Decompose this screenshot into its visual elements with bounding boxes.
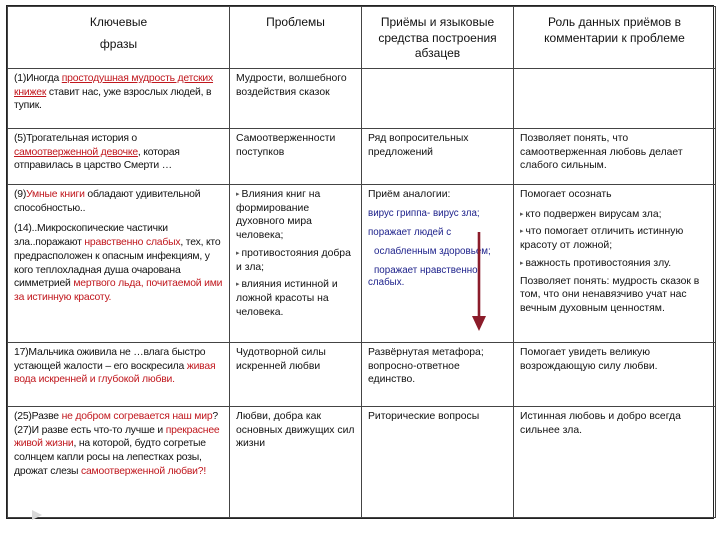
- phrase-highlight: мертвого льда, почитаемой ими за истинную красоту.: [14, 278, 223, 304]
- header-role: Роль данных приёмов в комментарии к проблеме: [514, 7, 716, 69]
- key-phrase-cell: [8, 69, 230, 129]
- phrase-text: , которая отправилась в царство Смерти …: [14, 146, 180, 172]
- role-title: Помогает осознать: [520, 189, 612, 200]
- phrase-text: (1)Иногда: [14, 73, 62, 84]
- header-key-phrases: [8, 7, 230, 69]
- role-bullet: ▸ кто подвержен вирусам зла;: [520, 208, 709, 222]
- phrase-paragraph: [14, 188, 223, 215]
- key-phrase-cell: [8, 129, 230, 185]
- analysis-table: [7, 6, 716, 518]
- phrase-paragraph: [14, 222, 223, 304]
- phrase-highlight: не добром согревается наш мир: [61, 411, 213, 422]
- document-sheet: [6, 5, 714, 519]
- phrase-highlight: прекраснее живой жизни: [14, 424, 220, 450]
- phrase-text: 17)Мальчика оживила не …влага быстро устающей жалости – его воскресила: [14, 347, 206, 372]
- problem-bullet: ▸ противостояния добра и зла;: [236, 247, 355, 274]
- phrase-text: (5)Трогательная история о: [14, 133, 138, 144]
- down-arrow-icon: [469, 232, 489, 332]
- analogy-line: поражает людей с: [368, 226, 452, 238]
- analogy-line: ослабленным здоровьем;: [374, 245, 491, 257]
- problem-cell: Самоотверженности поступков: [230, 129, 362, 185]
- phrase-highlight: живая вода искренней и глубокой любви.: [14, 360, 216, 386]
- role-bullet: ▸ что помогает отличить истинную красоту от ложной;: [520, 225, 709, 252]
- device-title: Приём аналогии:: [368, 189, 451, 200]
- device-cell: Риторические вопросы: [362, 407, 514, 518]
- key-phrase-cell: [8, 407, 230, 518]
- table-row: [8, 69, 716, 129]
- role-cell: [514, 185, 716, 343]
- header-key-phrases-line1: Ключевые: [89, 15, 148, 29]
- problem-cell: Любви, добра как основных движущих сил жизни: [230, 407, 362, 518]
- role-cell: [514, 69, 716, 129]
- phrase-text: (25)Разве: [14, 411, 62, 422]
- key-phrase-cell: [8, 185, 230, 343]
- device-cell: Ряд вопросительных предложений: [362, 129, 514, 185]
- role-cell: Истинная любовь и добро всегда сильнее зла.: [514, 407, 716, 518]
- table-row: [8, 407, 716, 518]
- header-row: [8, 7, 716, 69]
- phrase-text: ставит нас, уже взрослых людей, в тупик.: [14, 86, 212, 112]
- device-cell: [362, 69, 514, 129]
- phrase-text: ? (27)И разве есть что-то лучше и: [14, 411, 219, 436]
- phrase-highlight: самоотверженной любви?!: [80, 465, 207, 477]
- role-cell: Помогает увидеть великую возрождающую силу любви.: [514, 343, 716, 407]
- key-phrase-cell: [8, 343, 230, 407]
- problem-cell: [230, 185, 362, 343]
- header-problems: Проблемы: [230, 7, 362, 69]
- device-cell: Развёрнутая метафора; вопросно-ответное единство.: [362, 343, 514, 407]
- analogy-line: поражает нравственно: [374, 264, 478, 276]
- phrase-highlight: простодушная мудрость детских книжек: [14, 73, 214, 98]
- role-bullet: ▸ важность противостояния злу.: [520, 257, 709, 271]
- phrase-text: обладают удивительной способностью..: [14, 189, 201, 214]
- phrase-highlight: нравственно слабых: [84, 237, 181, 249]
- problem-bullet: ▸ Влияния книг на формирование духовного мира человека;: [236, 188, 355, 243]
- problem-cell: Чудотворной силы искренней любви: [230, 343, 362, 407]
- phrase-text: (9): [14, 189, 27, 200]
- role-conclusion: Позволяет понять: мудрость сказок в том, что они ненавязчиво учат нас вечным духовным ценностям.: [520, 275, 700, 315]
- problem-cell: Мудрости, волшебного воздействия сказок: [230, 69, 362, 129]
- header-key-phrases-line2: фразы: [99, 36, 138, 51]
- play-marker-icon: [30, 508, 44, 522]
- analogy-line: вирус гриппа- вирус зла;: [368, 207, 480, 219]
- table-row: [8, 129, 716, 185]
- phrase-highlight: Умные книги: [26, 189, 85, 200]
- table-row: [8, 343, 716, 407]
- header-devices: Приёмы и языковые средства построения абзацев: [362, 7, 514, 69]
- analogy-line: слабых.: [368, 277, 405, 289]
- phrase-text: , тех, кто предрасположен к опасным инфекциям, у кого теплохладная душа очарована симметрией: [14, 237, 221, 290]
- phrase-text: (14)..Микроскопические частички зла..поражают: [14, 223, 168, 249]
- phrase-text: , на которой, будто согретые солнцем капли росы на лепестках розы, дрожат слезы: [14, 438, 206, 477]
- role-cell: Позволяет понять, что самоотверженная любовь делает слабого сильным.: [514, 129, 716, 185]
- phrase-highlight: самоотверженной девочке: [14, 146, 138, 158]
- device-cell: [362, 185, 514, 343]
- problem-bullet: ▸ влияния истинной и ложной красоты на человека.: [236, 278, 355, 319]
- table-row: [8, 185, 716, 343]
